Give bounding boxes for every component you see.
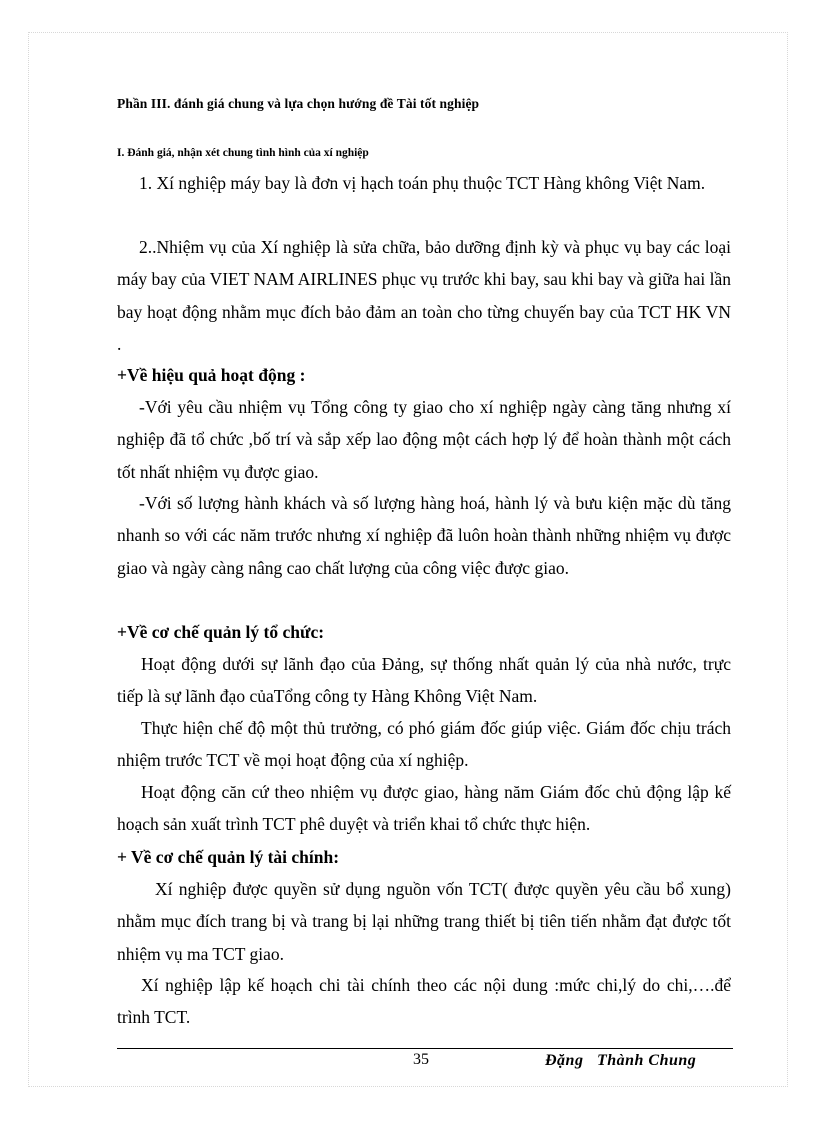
paragraph-3: -Với yêu cầu nhiệm vụ Tổng công ty giao cho xí nghiệp ngày càng tăng nhưng xí nghiệp đã tổ chức ,bố trí và sắp xếp lao động một cách hợp lý để hoàn thành một cách tốt nhất nhiệm vụ được giao. <box>117 397 731 482</box>
paragraph-9: Xí nghiệp lập kế hoạch chi tài chính theo các nội dung :mức chi,lý do chi,….để trình TCT. <box>117 975 731 1028</box>
paragraph-7: Hoạt động căn cứ theo nhiệm vụ được giao, hàng năm Giám đốc chủ động lập kế hoạch sản xuất trình TCT phê duyệt và triển khai tổ chức thực hiện. <box>117 782 731 835</box>
section-title-organization: +Về cơ chế quản lý tổ chức: <box>117 622 325 642</box>
page-number: 35 <box>413 1051 429 1068</box>
section-title-finance: + Về cơ chế quản lý tài chính: <box>117 847 340 867</box>
paragraph-5: Hoạt động dưới sự lãnh đạo của Đảng, sự thống nhất quản lý của nhà nước, trực tiếp là sự lãnh đạo củaTổng công ty Hàng Không Việt Nam. <box>117 654 731 707</box>
paragraph-2: 2..Nhiệm vụ của Xí nghiệp là sửa chữa, bảo dưỡng định kỳ và phục vụ bay các loại máy bay của VIET NAM AIRLINES phục vụ trước khi bay, sau khi bay và giữa hai lần bay hoạt động nhằm mục đích bảo đảm an toàn cho từng chuyến bay của TCT HK VN . <box>117 237 731 355</box>
paragraph-8: Xí nghiệp được quyền sử dụng nguồn vốn TCT( được quyền yêu cầu bổ xung) nhằm mục đích trang bị và trang bị lại những trang thiết bị tiên tiến nhằm đạt được tốt nhiệm vụ ma TCT giao. <box>117 879 731 964</box>
section-subheading: I. Đánh giá, nhận xét chung tình hình của xí nghiệp <box>117 147 369 159</box>
paragraph-4: -Với số lượng hành khách và số lượng hàng hoá, hành lý và bưu kiện mặc dù tăng nhanh so với các năm trước nhưng xí nghiệp đã luôn hoàn thành những nhiệm vụ được giao và ngày càng nâng cao chất lượng của công việc được giao. <box>117 493 731 578</box>
part-heading: Phần III. đánh giá chung và lựa chọn hướng đề Tài tốt nghiệp <box>117 96 480 111</box>
paragraph-6: Thực hiện chế độ một thủ trưởng, có phó giám đốc giúp việc. Giám đốc chịu trách nhiệm trước TCT về mọi hoạt động của xí nghiệp. <box>117 718 731 771</box>
paragraph-1: 1. Xí nghiệp máy bay là đơn vị hạch toán phụ thuộc TCT Hàng không Việt Nam. <box>139 173 706 193</box>
footer-author: Đặng Thành Chung <box>545 1052 697 1069</box>
section-title-efficiency: +Về hiệu quả hoạt động : <box>117 365 306 385</box>
footer-divider <box>117 1048 733 1049</box>
